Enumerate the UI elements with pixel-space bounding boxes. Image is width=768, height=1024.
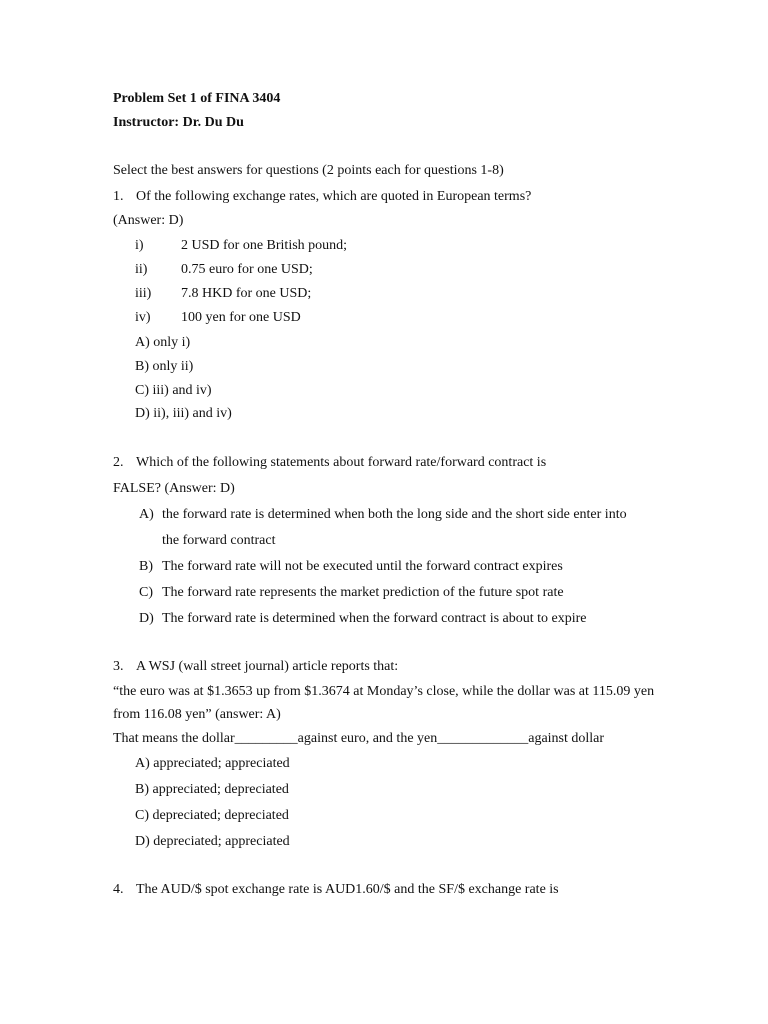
- q1-item-label: i): [135, 238, 144, 253]
- q1-option-a: A) only i): [135, 335, 191, 350]
- q1-item-text: 2 USD for one British pound;: [181, 238, 348, 253]
- question-4-text: The AUD/$ spot exchange rate is AUD1.60/$ and the SF/$ exchange rate is: [136, 882, 559, 897]
- q2-option-c: The forward rate represents the market prediction of the future spot rate: [162, 585, 564, 600]
- q2-option-a-cont: the forward contract: [162, 533, 276, 548]
- q3-option-d: D) depreciated; appreciated: [135, 834, 290, 849]
- question-1-number: 1.: [113, 189, 124, 204]
- q2-option-label: B): [139, 559, 153, 574]
- q2-option-b: The forward rate will not be executed until the forward contract expires: [162, 559, 563, 574]
- question-2-number: 2.: [113, 455, 124, 470]
- question-2-text-cont: FALSE? (Answer: D): [113, 481, 235, 496]
- question-3-text: A WSJ (wall street journal) article reports that:: [136, 659, 399, 674]
- q2-option-label: D): [139, 611, 154, 626]
- q2-option-label: A): [139, 507, 154, 522]
- q3-option-a: A) appreciated; appreciated: [135, 756, 290, 771]
- q1-item-text: 0.75 euro for one USD;: [181, 262, 313, 277]
- q1-option-c: C) iii) and iv): [135, 383, 212, 398]
- instructor-line: Instructor: Dr. Du Du: [113, 115, 244, 130]
- q2-option-d: The forward rate is determined when the forward contract is about to expire: [162, 611, 587, 626]
- q1-item-text: 7.8 HKD for one USD;: [181, 286, 312, 301]
- question-4-number: 4.: [113, 882, 124, 897]
- q1-item-text: 100 yen for one USD: [181, 310, 301, 325]
- question-3-quote-cont: from 116.08 yen” (answer: A): [113, 707, 281, 722]
- document-title: Problem Set 1 of FINA 3404: [113, 91, 281, 106]
- q1-option-b: B) only ii): [135, 359, 194, 374]
- instructions: Select the best answers for questions (2 points each for questions 1-8): [113, 163, 504, 178]
- question-3-blanks: That means the dollar_________against euro, and the yen_____________against dollar: [113, 731, 605, 746]
- q2-option-a: the forward rate is determined when both the long side and the short side enter into: [162, 507, 627, 522]
- question-3-quote: “the euro was at $1.3653 up from $1.3674 at Monday’s close, while the dollar was at 115.09 yen: [113, 684, 655, 699]
- question-1-text: Of the following exchange rates, which are quoted in European terms?: [136, 189, 532, 204]
- question-1-answer: (Answer: D): [113, 213, 184, 228]
- q1-item-label: iv): [135, 310, 151, 325]
- question-2-text: Which of the following statements about forward rate/forward contract is: [136, 455, 547, 470]
- q3-option-c: C) depreciated; depreciated: [135, 808, 289, 823]
- q1-item-label: ii): [135, 262, 148, 277]
- question-3-number: 3.: [113, 659, 124, 674]
- q3-option-b: B) appreciated; depreciated: [135, 782, 289, 797]
- q2-option-label: C): [139, 585, 153, 600]
- q1-item-label: iii): [135, 286, 152, 301]
- q1-option-d: D) ii), iii) and iv): [135, 406, 232, 421]
